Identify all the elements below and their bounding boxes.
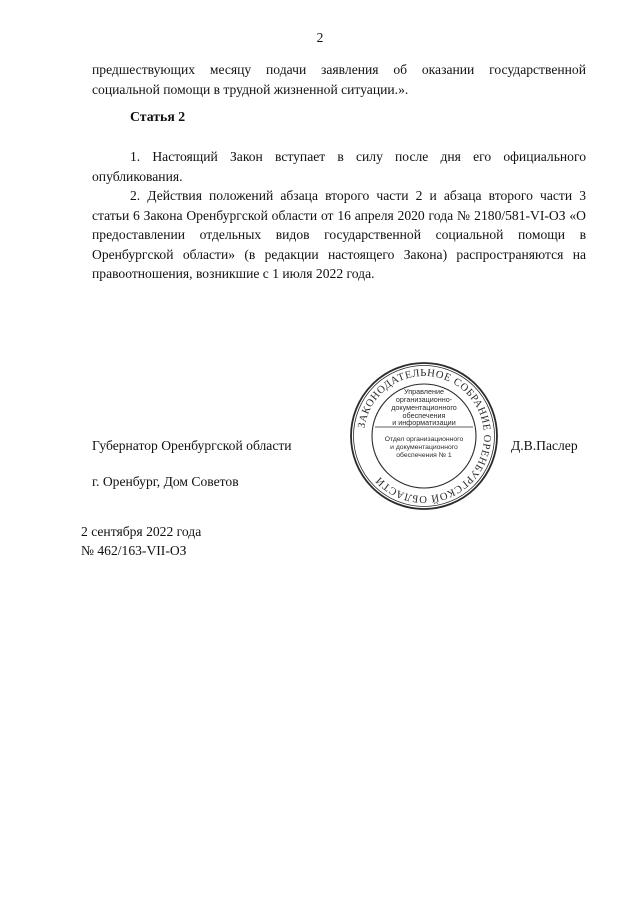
seal-inner-line-1: Управление: [404, 387, 444, 396]
seal-inner-line-5: и информатизации: [392, 418, 456, 427]
law-number: № 462/163-VII-ОЗ: [81, 543, 187, 558]
seal-inner-line-2: организационно-: [395, 395, 453, 404]
seal-outer-text: ЗАКОНОДАТЕЛЬНОЕ СОБРАНИЕ ОРЕНБУРГСКОЙ ОБЛАСТИ: [356, 367, 493, 505]
seal-department-line-3: обеспечения № 1: [396, 452, 452, 459]
official-seal-stamp: [349, 361, 499, 511]
page-number: 2: [316, 30, 324, 45]
seal-department-line-2: и документационного: [390, 444, 458, 451]
signature-position: Губернатор Оренбургской области: [92, 438, 292, 453]
signing-date: 2 сентября 2022 года: [81, 524, 202, 539]
article-item-2: 2. Действия положений абзаца второго части 2 и абзаца второго части 3 статьи 6 Закона Оренбургской области от 16 апреля 2020 года № 2180/581-VI-ОЗ «О предоставлении отдельных видов государственной социальной помощи в Оренбургской области» (в редакции настоящего Закона) распространяются на правоотношения, возникшие с 1 июля 2022 года.: [92, 188, 586, 282]
signature-name: Д.В.Паслер: [511, 438, 578, 453]
intro-paragraph: предшествующих месяцу подачи заявления об оказании государственной социальной помощи в трудной жизненной ситуации.».: [92, 62, 586, 97]
seal-department-line-1: Отдел организационного: [384, 436, 464, 443]
article-title: Статья 2: [130, 109, 186, 124]
article-item-1: 1. Настоящий Закон вступает в силу после дня его официального опубликования.: [92, 149, 586, 184]
signing-place: г. Оренбург, Дом Советов: [92, 474, 239, 489]
seal-inner-line-4: обеспечения: [402, 411, 446, 420]
seal-inner-line-3: документационного: [391, 403, 457, 412]
